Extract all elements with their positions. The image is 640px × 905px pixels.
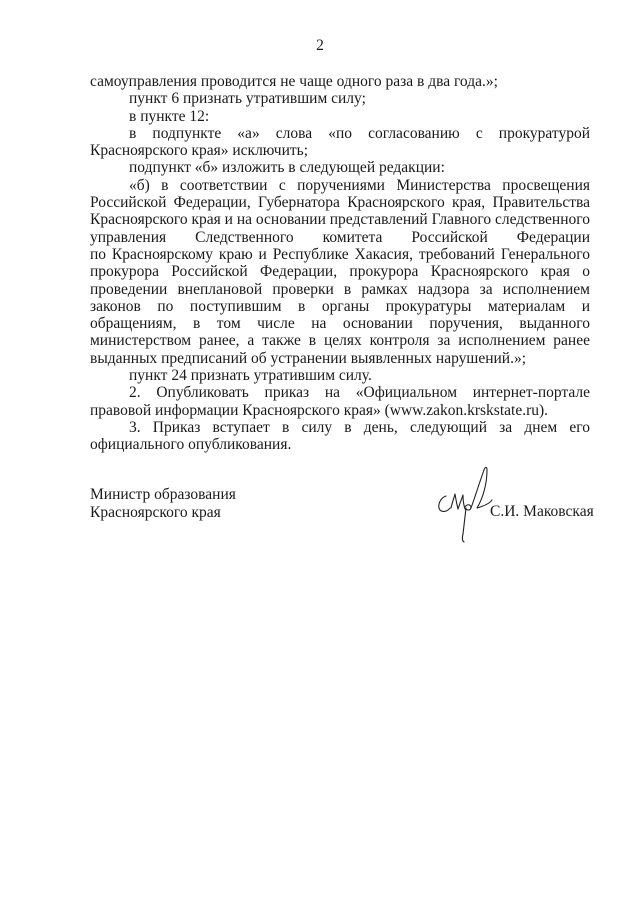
paragraph-subitem-a: в подпункте «а» слова «по согласованию с прокуратурой Красноярского края» исключить; [90,124,590,160]
signatory-position-line2: Красноярского края [90,503,221,521]
signatory-position-line1: Министр образования [90,486,236,503]
paragraph-subitem-b-text-part2: по Красноярскому краю и Республике Хакасия, требований Генерального прокурора Российской Федерации, прокурора Красноярского края о проведении внеплановой проверки в рамках надзора за исполнением законов по поступившим в органы прокуратуры материалам и обращениям, в том числе на основании поручения, выданного министерством ранее, а также в целях контроля за исполнением ранее выданных предписаний об устранении выявленных нарушений.»; [90,245,590,367]
paragraph-item-24: пункт 24 признать утратившим силу. [129,367,372,385]
paragraph-continuation: самоуправления проводится не чаще одного раза в два года.»; [90,73,498,90]
paragraph-effective: 3. Приказ вступает в силу в день, следующий за днем его официального опубликования. [90,418,590,454]
handwritten-signature [432,462,494,544]
page-number: 2 [316,37,324,54]
paragraph-item-12-heading: в пункте 12: [129,107,210,125]
document-body [90,73,590,454]
paragraph-subitem-b-heading: подпункт «б» изложить в следующей редакции: [129,159,445,177]
signatory-name: С.И. Маковская [490,503,594,520]
paragraph-item-6: пункт 6 признать утратившим силу; [129,90,366,108]
signatory-position [90,486,236,521]
paragraph-publish: 2. Опубликовать приказ на «Официальном интернет-портале правовой информации Красноярского края» (www.zakon.krskstate.ru). [90,384,590,419]
paragraph-subitem-b-text-part1: «б) в соответствии с поручениями Министерства просвещения Российской Федерации, Губернатора Красноярского края, Правительства Красноярского края и на основании представлений Главного следственного управления Следственного комитета Российской Федерации [90,176,590,246]
